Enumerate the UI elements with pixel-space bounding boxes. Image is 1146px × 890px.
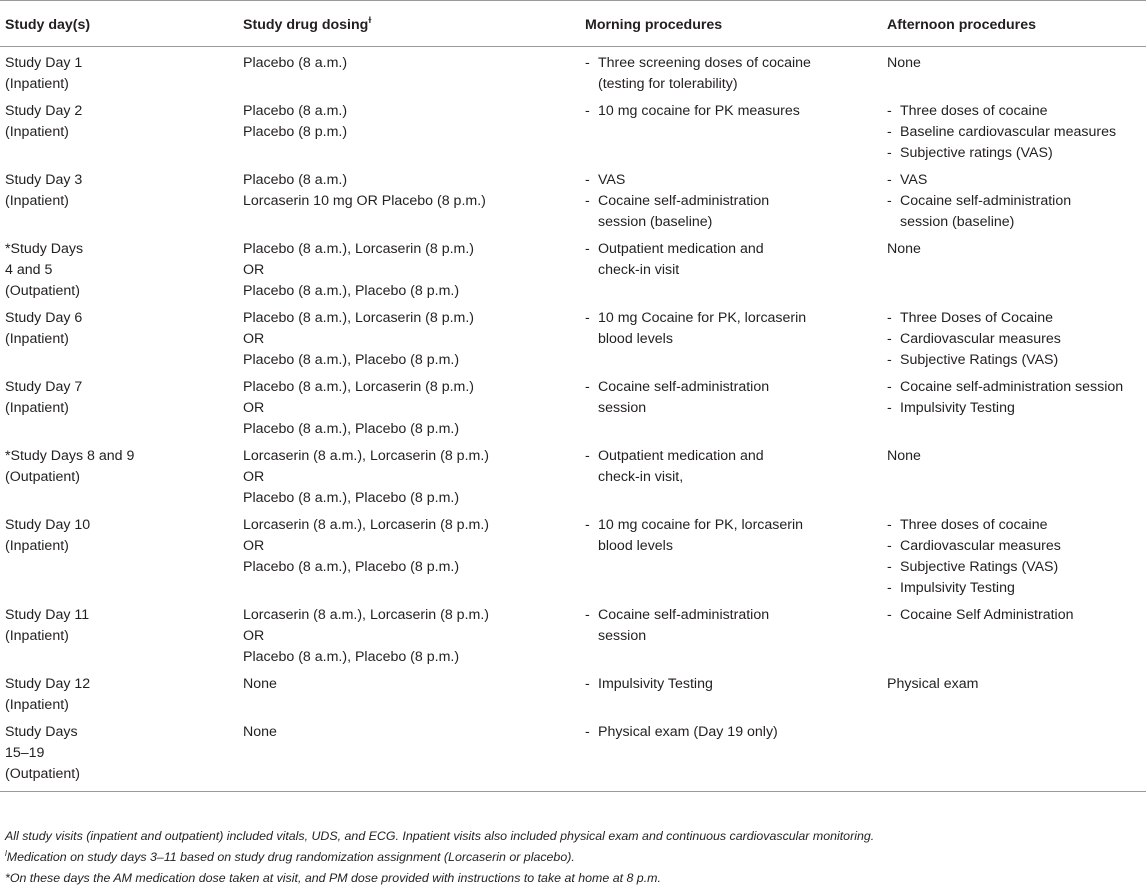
afternoon-procedure-text: Three Doses of Cocaine <box>900 310 1053 326</box>
dosing-line: Lorcaserin (8 a.m.), Lorcaserin (8 p.m.) <box>243 517 489 533</box>
study-day-line: (Outpatient) <box>5 469 80 485</box>
cell-afternoon-procedures <box>882 95 1146 164</box>
cell-study-day <box>0 716 238 791</box>
dosing-line: Placebo (8 a.m.), Lorcaserin (8 p.m.) <box>243 241 475 257</box>
list-dash: - <box>585 517 590 533</box>
list-dash: - <box>887 145 892 161</box>
afternoon-procedure-text: Baseline cardiovascular measures <box>900 124 1117 140</box>
dosing-line: Placebo (8 a.m.), Lorcaserin (8 p.m.) <box>243 379 475 395</box>
afternoon-procedure-item <box>887 350 1142 371</box>
study-day-line: Study Days <box>5 724 78 740</box>
morning-procedure-item <box>585 674 878 695</box>
study-day-line: (Inpatient) <box>5 628 69 644</box>
study-day-line: Study Day 6 <box>5 310 83 326</box>
list-dash: - <box>887 580 892 596</box>
cell-drug-dosing <box>238 716 580 791</box>
morning-procedure-item <box>585 515 878 557</box>
dosing-line: OR <box>243 469 265 485</box>
cell-study-day <box>0 668 238 716</box>
dosing-line: Lorcaserin (8 a.m.), Lorcaserin (8 p.m.) <box>243 607 489 623</box>
cell-morning-procedures <box>580 164 882 233</box>
afternoon-procedure-text: Cocaine self-administration <box>900 193 1072 209</box>
table-row <box>0 371 1146 440</box>
morning-procedure-text: VAS <box>598 172 626 188</box>
table-bottom-rule <box>0 791 1146 792</box>
cell-drug-dosing <box>238 164 580 233</box>
morning-procedure-text: Cocaine self-administration <box>598 193 770 209</box>
list-dash: - <box>887 517 892 533</box>
afternoon-procedure-text: Subjective ratings (VAS) <box>900 145 1053 161</box>
cell-morning-procedures <box>580 233 882 302</box>
cell-study-day <box>0 371 238 440</box>
table-row <box>0 509 1146 599</box>
cell-afternoon-procedures <box>882 509 1146 599</box>
cell-morning-procedures <box>580 371 882 440</box>
cell-afternoon-procedures <box>882 716 1146 791</box>
cell-afternoon-procedures <box>882 371 1146 440</box>
morning-procedure-text: Three screening doses of cocaine <box>598 55 811 71</box>
afternoon-procedure-item <box>887 536 1142 557</box>
morning-procedure-text: Cocaine self-administration <box>598 379 770 395</box>
list-dash: - <box>887 379 892 395</box>
afternoon-procedure-item <box>887 329 1142 350</box>
list-dash: - <box>887 400 892 416</box>
morning-procedure-item <box>585 239 878 281</box>
cell-morning-procedures <box>580 47 882 96</box>
study-day-line: *Study Days <box>5 241 84 257</box>
cell-morning-procedures <box>580 668 882 716</box>
header-morning-procedures: Morning procedures <box>580 1 882 47</box>
study-day-line: Study Day 11 <box>5 607 90 623</box>
cell-study-day <box>0 95 238 164</box>
table-row <box>0 95 1146 164</box>
afternoon-procedure-text: Cardiovascular measures <box>900 331 1061 347</box>
table-row <box>0 164 1146 233</box>
dosing-line: OR <box>243 400 265 416</box>
study-day-line: (Outpatient) <box>5 766 80 782</box>
footnote-medication <box>5 847 874 868</box>
dosing-line: OR <box>243 262 265 278</box>
morning-procedure-text: check-in visit, <box>598 469 684 485</box>
header-row <box>0 1 1146 47</box>
cell-study-day <box>0 599 238 668</box>
study-day-line: Study Day 1 <box>5 55 83 71</box>
morning-procedure-text: session (baseline) <box>598 214 713 230</box>
afternoon-procedure-text: Cardiovascular measures <box>900 538 1061 554</box>
list-dash: - <box>585 724 590 740</box>
dosing-line: Lorcaserin 10 mg OR Placebo (8 p.m.) <box>243 193 486 209</box>
dosing-line: Placebo (8 a.m.), Placebo (8 p.m.) <box>243 352 460 368</box>
afternoon-procedure-text: Subjective Ratings (VAS) <box>900 559 1059 575</box>
morning-procedure-item <box>585 53 878 95</box>
table-row <box>0 47 1146 96</box>
dosing-line: Placebo (8 p.m.) <box>243 124 348 140</box>
study-day-line: (Inpatient) <box>5 400 69 416</box>
cell-morning-procedures <box>580 95 882 164</box>
morning-procedure-item <box>585 722 878 743</box>
afternoon-procedure-item <box>887 377 1142 398</box>
study-day-line: (Inpatient) <box>5 76 69 92</box>
dosing-line: Placebo (8 a.m.), Placebo (8 p.m.) <box>243 559 460 575</box>
table-header <box>0 1 1146 47</box>
afternoon-procedure-plain: None <box>887 55 921 71</box>
cell-morning-procedures <box>580 509 882 599</box>
study-day-line: Study Day 3 <box>5 172 83 188</box>
header-study-days: Study day(s) <box>0 1 238 47</box>
footnote-outpatient-dosing: *On these days the AM medication dose taken at visit, and PM dose provided with instructions to take at home at 8 p.m. <box>5 871 661 885</box>
cell-drug-dosing <box>238 509 580 599</box>
morning-procedure-item <box>585 101 878 122</box>
cell-afternoon-procedures <box>882 164 1146 233</box>
afternoon-procedure-item <box>887 170 1142 191</box>
list-dash: - <box>887 352 892 368</box>
cell-afternoon-procedures <box>882 47 1146 96</box>
dosing-line: Placebo (8 a.m.) <box>243 55 348 71</box>
morning-procedure-text: Impulsivity Testing <box>598 676 713 692</box>
afternoon-procedure-text: Cocaine self-administration session <box>900 379 1124 395</box>
dosing-line: OR <box>243 628 265 644</box>
cell-drug-dosing <box>238 47 580 96</box>
afternoon-procedure-text: session (baseline) <box>900 214 1015 230</box>
table-row <box>0 668 1146 716</box>
cell-drug-dosing <box>238 599 580 668</box>
morning-procedure-text: session <box>598 628 647 644</box>
list-dash: - <box>887 331 892 347</box>
afternoon-procedure-text: VAS <box>900 172 928 188</box>
dosing-line: Lorcaserin (8 a.m.), Lorcaserin (8 p.m.) <box>243 448 489 464</box>
cell-afternoon-procedures <box>882 233 1146 302</box>
morning-procedure-item <box>585 308 878 350</box>
study-day-line: (Inpatient) <box>5 697 69 713</box>
header-afternoon-procedures: Afternoon procedures <box>882 1 1146 47</box>
cell-afternoon-procedures <box>882 668 1146 716</box>
dosing-line: Placebo (8 a.m.), Placebo (8 p.m.) <box>243 649 460 665</box>
list-dash: - <box>887 172 892 188</box>
cell-study-day <box>0 164 238 233</box>
afternoon-procedure-item <box>887 605 1142 626</box>
afternoon-procedure-item <box>887 122 1142 143</box>
cell-drug-dosing <box>238 302 580 371</box>
study-day-line: (Inpatient) <box>5 193 69 209</box>
cell-study-day <box>0 47 238 96</box>
morning-procedure-text: blood levels <box>598 538 673 554</box>
afternoon-procedure-item <box>887 557 1142 578</box>
morning-procedure-text: check-in visit <box>598 262 680 278</box>
cell-study-day <box>0 440 238 509</box>
list-dash: - <box>887 607 892 623</box>
afternoon-procedure-item <box>887 515 1142 536</box>
dosing-line: Placebo (8 a.m.) <box>243 172 348 188</box>
cell-drug-dosing <box>238 440 580 509</box>
header-dosing-footnote-mark: ɫ <box>368 15 372 25</box>
header-study-drug-dosing-label: Study drug dosing <box>243 17 369 33</box>
table-row <box>0 716 1146 791</box>
cell-afternoon-procedures <box>882 599 1146 668</box>
list-dash: - <box>585 448 590 464</box>
cell-morning-procedures <box>580 599 882 668</box>
cell-drug-dosing <box>238 668 580 716</box>
dosing-line: OR <box>243 538 265 554</box>
list-dash: - <box>887 310 892 326</box>
list-dash: - <box>887 103 892 119</box>
morning-procedure-text: blood levels <box>598 331 673 347</box>
afternoon-procedure-item <box>887 398 1142 419</box>
afternoon-procedure-item <box>887 578 1142 599</box>
afternoon-procedure-text: Subjective Ratings (VAS) <box>900 352 1059 368</box>
afternoon-procedure-text: Cocaine Self Administration <box>900 607 1074 623</box>
cell-morning-procedures <box>580 440 882 509</box>
dosing-line: OR <box>243 331 265 347</box>
table-row <box>0 599 1146 668</box>
list-dash: - <box>887 124 892 140</box>
afternoon-procedure-plain: Physical exam <box>887 676 979 692</box>
morning-procedure-text: 10 mg cocaine for PK measures <box>598 103 800 119</box>
table-row <box>0 302 1146 371</box>
morning-procedure-text: Outpatient medication and <box>598 448 764 464</box>
cell-drug-dosing <box>238 371 580 440</box>
afternoon-procedure-text: Three doses of cocaine <box>900 517 1048 533</box>
study-day-line: *Study Days 8 and 9 <box>5 448 135 464</box>
study-day-line: Study Day 12 <box>5 676 91 692</box>
list-dash: - <box>887 538 892 554</box>
study-day-line: 4 and 5 <box>5 262 53 278</box>
afternoon-procedure-item <box>887 143 1142 164</box>
list-dash: - <box>887 559 892 575</box>
table-footnotes <box>5 826 874 889</box>
morning-procedure-text: (testing for tolerability) <box>598 76 738 92</box>
study-day-line: (Outpatient) <box>5 283 80 299</box>
morning-procedure-item <box>585 170 878 191</box>
dosing-line: Placebo (8 a.m.), Placebo (8 p.m.) <box>243 421 460 437</box>
study-day-line: 15–19 <box>5 745 45 761</box>
afternoon-procedure-plain: None <box>887 241 921 257</box>
afternoon-procedure-text: Impulsivity Testing <box>900 580 1015 596</box>
morning-procedure-item <box>585 377 878 419</box>
study-day-line: Study Day 2 <box>5 103 83 119</box>
study-day-line: (Inpatient) <box>5 124 69 140</box>
cell-morning-procedures <box>580 716 882 791</box>
table-row <box>0 440 1146 509</box>
dosing-line: Placebo (8 a.m.), Placebo (8 p.m.) <box>243 283 460 299</box>
afternoon-procedure-item <box>887 101 1142 122</box>
dosing-line: Placebo (8 a.m.), Placebo (8 p.m.) <box>243 490 460 506</box>
list-dash: - <box>585 379 590 395</box>
cell-study-day <box>0 302 238 371</box>
cell-drug-dosing <box>238 233 580 302</box>
dosing-line: Placebo (8 a.m.), Lorcaserin (8 p.m.) <box>243 310 475 326</box>
list-dash: - <box>887 193 892 209</box>
afternoon-procedure-text: Three doses of cocaine <box>900 103 1048 119</box>
footnote-medication-text: Medication on study days 3–11 based on study drug randomization assignment (Lorcaserin or placebo). <box>6 850 575 864</box>
morning-procedure-text: session <box>598 400 647 416</box>
morning-procedure-text: Outpatient medication and <box>598 241 764 257</box>
header-study-drug-dosing <box>238 1 580 47</box>
afternoon-procedure-text: Impulsivity Testing <box>900 400 1015 416</box>
morning-procedure-item <box>585 191 878 233</box>
dosing-line: Placebo (8 a.m.) <box>243 103 348 119</box>
afternoon-procedure-plain: None <box>887 448 921 464</box>
morning-procedure-item <box>585 446 878 488</box>
cell-morning-procedures <box>580 302 882 371</box>
dosing-line: None <box>243 676 277 692</box>
cell-afternoon-procedures <box>882 440 1146 509</box>
cell-drug-dosing <box>238 95 580 164</box>
cell-study-day <box>0 509 238 599</box>
list-dash: - <box>585 676 590 692</box>
list-dash: - <box>585 241 590 257</box>
table-body <box>0 47 1146 792</box>
list-dash: - <box>585 55 590 71</box>
list-dash: - <box>585 310 590 326</box>
cell-study-day <box>0 233 238 302</box>
footnote-medication-mark: ɫ <box>5 849 7 858</box>
morning-procedure-text: Cocaine self-administration <box>598 607 770 623</box>
study-day-line: Study Day 10 <box>5 517 91 533</box>
study-day-line: Study Day 7 <box>5 379 83 395</box>
list-dash: - <box>585 607 590 623</box>
list-dash: - <box>585 103 590 119</box>
morning-procedure-text: Physical exam (Day 19 only) <box>598 724 778 740</box>
study-day-line: (Inpatient) <box>5 538 69 554</box>
morning-procedure-text: 10 mg cocaine for PK, lorcaserin <box>598 517 804 533</box>
afternoon-procedure-item <box>887 191 1142 233</box>
dosing-line: None <box>243 724 277 740</box>
table-row <box>0 233 1146 302</box>
study-day-line: (Inpatient) <box>5 331 69 347</box>
afternoon-procedure-item <box>887 308 1142 329</box>
morning-procedure-item <box>585 605 878 647</box>
morning-procedure-text: 10 mg Cocaine for PK, lorcaserin <box>598 310 807 326</box>
list-dash: - <box>585 193 590 209</box>
list-dash: - <box>585 172 590 188</box>
cell-afternoon-procedures <box>882 302 1146 371</box>
footnote-general: All study visits (inpatient and outpatient) included vitals, UDS, and ECG. Inpatient visits also included physical exam and continuous cardiovascular monitoring. <box>5 829 875 843</box>
